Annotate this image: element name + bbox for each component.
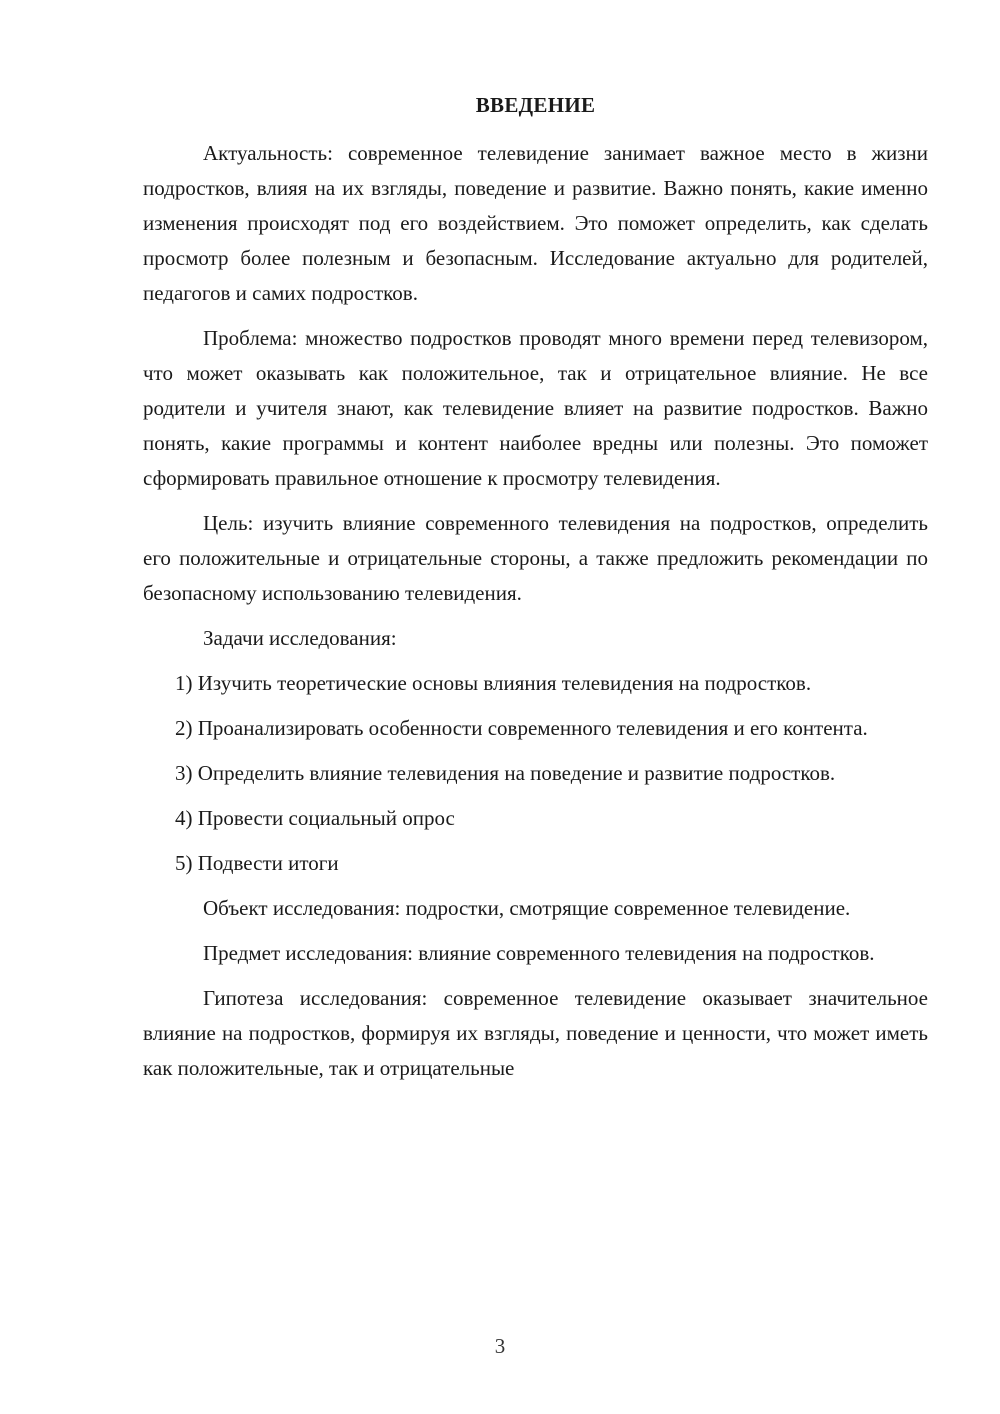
task-item: 4) Провести социальный опрос <box>175 806 455 830</box>
paragraph-relevance: Актуальность: современное телевидение занимает важное место в жизни подростков, влияя на их взгляды, поведение и развитие. Важно понять, какие именно изменения происходят под его воздействием. Это поможет определить, как сделать просмотр более полезным и безопасным. Исследование актуально для родителей, педагогов и самих подростков. <box>143 141 928 305</box>
tasks-label: Задачи исследования: <box>203 626 397 650</box>
paragraph-goal: Цель: изучить влияние современного телевидения на подростков, определить его положительные и отрицательные стороны, а также предложить рекомендации по безопасному использованию телевидения. <box>143 511 928 605</box>
paragraph-subject: Предмет исследования: влияние современного телевидения на подростков. <box>203 941 875 965</box>
page-content <box>143 93 928 1096</box>
page-number: 3 <box>494 1334 506 1358</box>
paragraph-problem: Проблема: множество подростков проводят много времени перед телевизором, что может оказывать как положительное, так и отрицательное влияние. Не все родители и учителя знают, как телевидение влияет на развитие подростков. Важно понять, какие программы и контент наиболее вредны или полезны. Это поможет сформировать правильное отношение к просмотру телевидения. <box>143 326 928 490</box>
task-item: 1) Изучить теоретические основы влияния телевидения на подростков. <box>175 671 812 695</box>
section-title: ВВЕДЕНИЕ <box>475 93 596 117</box>
task-item: 3) Определить влияние телевидения на поведение и развитие подростков. <box>175 761 836 785</box>
task-item: 5) Подвести итоги <box>175 851 339 875</box>
paragraph-object: Объект исследования: подростки, смотрящие современное телевидение. <box>203 896 851 920</box>
paragraph-hypothesis: Гипотеза исследования: современное телевидение оказывает значительное влияние на подростков, формируя их взгляды, поведение и ценности, что может иметь как положительные, так и отрицательные <box>143 986 928 1080</box>
task-item: 2) Проанализировать особенности современного телевидения и его контента. <box>175 716 868 740</box>
